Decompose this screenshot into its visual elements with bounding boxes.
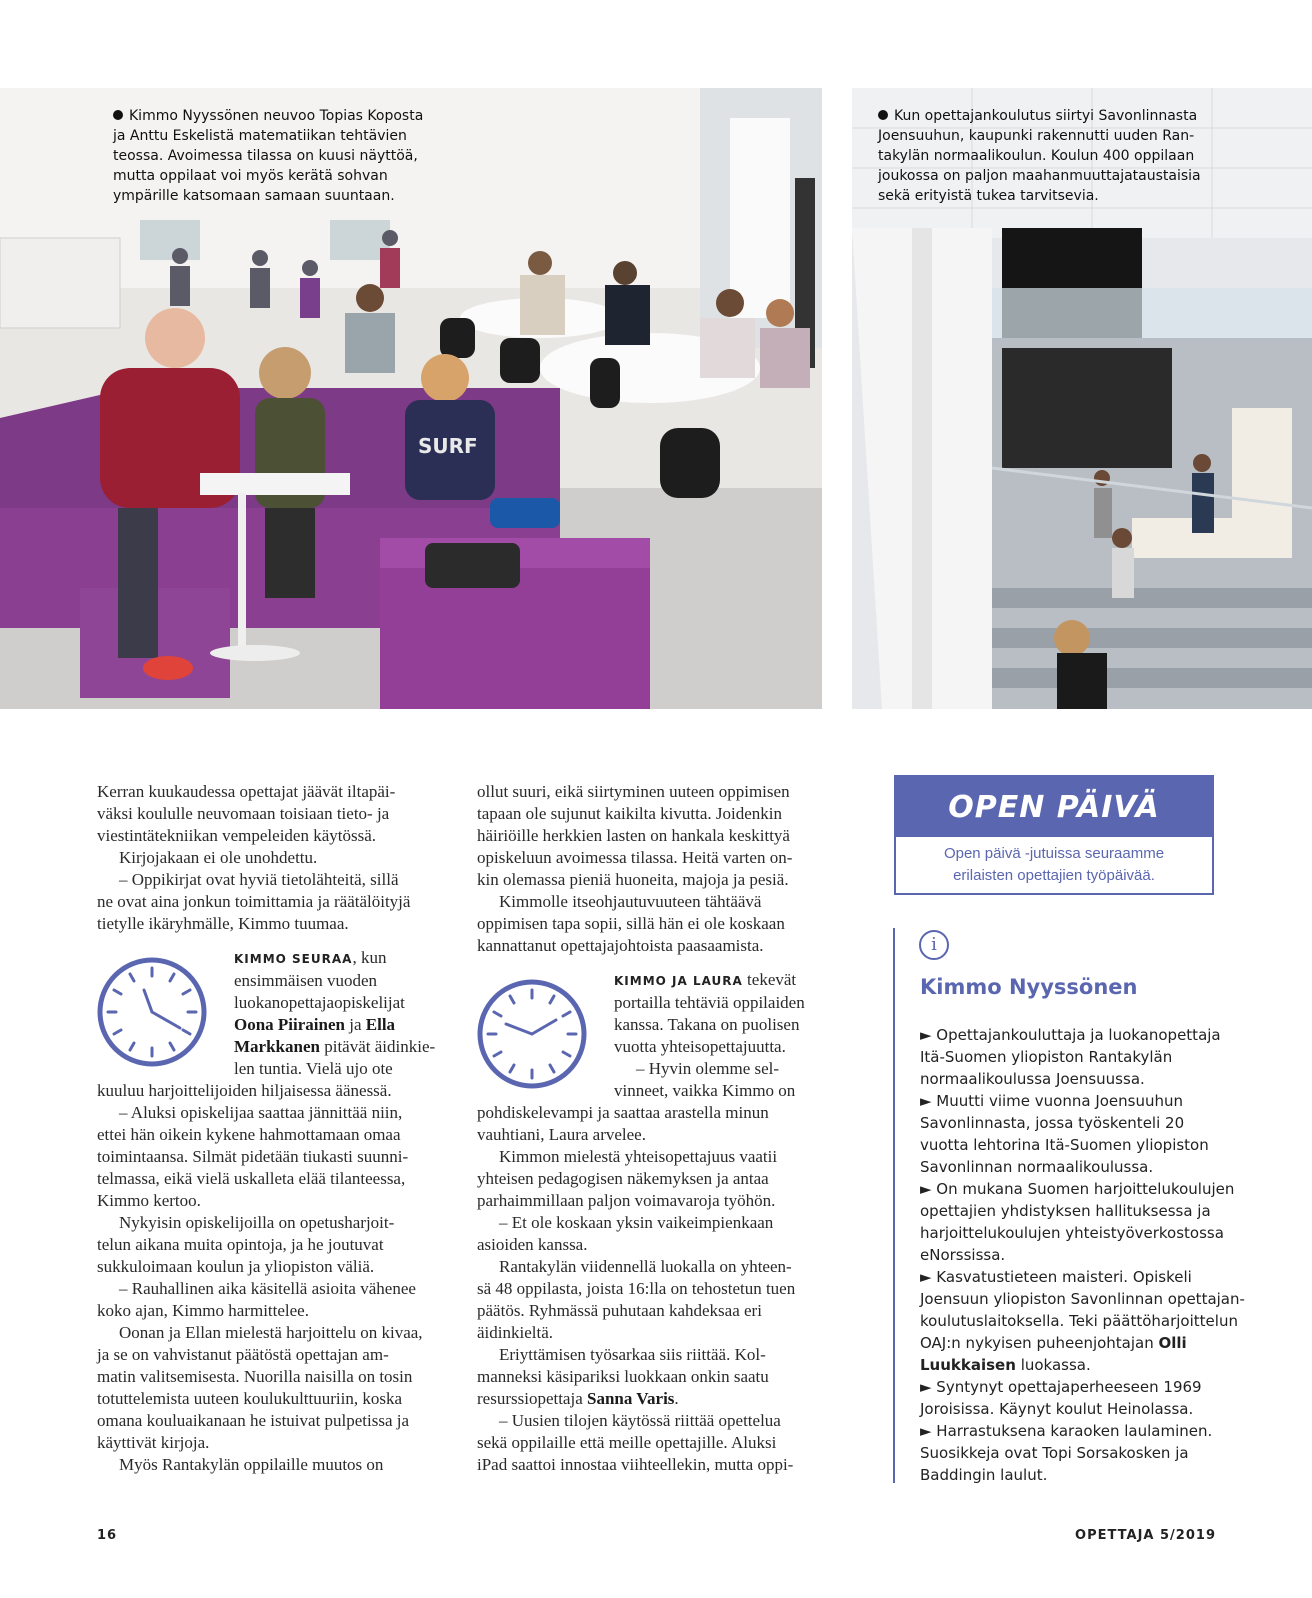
text-line: eNorssissa.	[920, 1246, 1006, 1264]
list-item	[920, 1420, 1260, 1486]
person-name: Markkanen	[234, 1037, 320, 1056]
caption-line: joukossa on paljon maahanmuuttajataustaisia	[878, 168, 1201, 184]
text-line: käyttivät kirjoja.	[97, 1433, 210, 1452]
text-line: ► On mukana Suomen harjoittelukoulujen	[920, 1180, 1235, 1198]
profile-facts	[920, 1024, 1260, 1486]
info-icon: i	[919, 930, 949, 960]
text-line: kanssa. Takana on puolisen	[614, 1015, 800, 1034]
caption-line: ympärille katsomaan samaan suuntaan.	[113, 188, 395, 204]
kimmo-ja-laura-caps: KIMMO JA LAURA	[614, 974, 743, 988]
text-line: Baddingin laulut.	[920, 1466, 1048, 1484]
text-line: OAJ:n nykyisen puheenjohtajan	[920, 1334, 1159, 1352]
text-line: koko ajan, Kimmo harmittelee.	[97, 1301, 309, 1320]
right-photo-caption	[878, 106, 1298, 206]
person-name: Sanna Varis	[587, 1389, 675, 1408]
text-line: – Rauhallinen aika käsitellä asioita vähenee	[119, 1279, 416, 1298]
text-line: opettajien yhdistyksen hallituksessa ja	[920, 1202, 1211, 1220]
text-line: telun aikana muita opintoja, ja he joutuvat	[97, 1235, 384, 1254]
text-line: portailla tehtäviä oppilaiden	[614, 993, 805, 1012]
text-line: Oonan ja Ellan mielestä harjoittelu on kivaa,	[119, 1323, 423, 1342]
text-line: opiskeluun avoimessa tilassa. Heitä varten on-	[477, 848, 793, 867]
article-column-2	[477, 781, 842, 1476]
text-line: päätös. Ryhmässä puhutaan kahdeksaa eri	[477, 1301, 762, 1320]
text-line: Kimmo kertoo.	[97, 1191, 201, 1210]
text-line: Nykyisin opiskelijoilla on opetusharjoit-	[119, 1213, 395, 1232]
person-name: Ella	[365, 1015, 396, 1034]
text-line: vuotta yhteisopettajuutta.	[614, 1037, 786, 1056]
text-line: ne ovat aina jonkun toimittamia ja räätälöityjä	[97, 892, 411, 911]
text-line: Kimmolle itseohjautuvuuteen tähtäävä	[499, 892, 762, 911]
text-line: oppimisen tapa sopii, sillä hän ei ole koskaan	[477, 914, 785, 933]
bullet-dot	[878, 110, 888, 120]
list-item	[920, 1376, 1260, 1420]
text-line: normaalikoulussa Joensuussa.	[920, 1070, 1145, 1088]
text-line: tapaan ole sujunut kaikilta kivutta. Joidenkin	[477, 804, 782, 823]
caption-line: mutta oppilaat voi myös kerätä sohvan	[113, 168, 388, 184]
text-line: sä 48 oppilasta, joista 16:lla on tehostetun tuen	[477, 1279, 796, 1298]
paragraph: Myös Rantakylän oppilaille muutos on	[119, 1455, 384, 1474]
profile-name: Kimmo Nyyssönen	[920, 975, 1138, 999]
text-line: – Hyvin olemme sel-	[636, 1059, 780, 1078]
text-line: sekä oppilaille että meille opettajille. Aluksi	[477, 1433, 777, 1452]
text-line: iPad saattoi innostaa viihteellekin, mutta oppi-	[477, 1455, 794, 1474]
list-item	[920, 1178, 1260, 1266]
text-line: Suosikkeja ovat Topi Sorsakosken ja	[920, 1444, 1189, 1462]
text-line: matin valitsemisesta. Nuorilla naisilla on tosin	[97, 1367, 413, 1386]
text-line: totuttelemista uuteen koulukulttuuriin, koska	[97, 1389, 403, 1408]
clock-icon	[476, 978, 588, 1090]
caption-line: Kimmo Nyyssönen neuvoo Topias Koposta	[129, 108, 424, 124]
caption-line: teossa. Avoimessa tilassa on kuusi näyttöä,	[113, 148, 418, 164]
list-item	[920, 1266, 1260, 1376]
text-line: telmassa, eikä vielä uskalleta elää tilanteessa,	[97, 1169, 406, 1188]
caption-line: ja Anttu Eskelistä matematiikan tehtävien	[113, 128, 407, 144]
text-line: ja se on vahvistanut päätöstä opettajan am-	[97, 1345, 389, 1364]
text-line: len tuntia. Vielä ujo ote	[234, 1059, 393, 1078]
sidebar-divider	[893, 928, 895, 1483]
text-line: – Oppikirjat ovat hyviä tietolähteitä, sillä	[119, 870, 399, 889]
text-line: omana kouluaikanaan he istuivat pulpetissa ja	[97, 1411, 410, 1430]
text-line: Kerran kuukaudessa opettajat jäävät iltapäi-	[97, 782, 396, 801]
text-line: ► Muutti viime vuonna Joensuuhun	[920, 1092, 1183, 1110]
caption-line: takylän normaalikoulun. Koulun 400 oppilaan	[878, 148, 1195, 164]
text-line: ensimmäisen vuoden	[234, 971, 378, 990]
text-line: Rantakylän viidennellä luokalla on yhteen-	[499, 1257, 792, 1276]
text-line: toimintaansa. Silmät pidetään tiukasti suunni-	[97, 1147, 409, 1166]
clock-icon	[96, 956, 208, 1068]
text-line: tekevät	[742, 970, 797, 989]
bullet-dot	[113, 110, 123, 120]
text-line: viestintätekniikan vempeleiden käytössä.	[97, 826, 377, 845]
text-line: ► Harrastuksena karaoken laulaminen.	[920, 1422, 1213, 1440]
text-line: vauhtiani, Laura arvelee.	[477, 1125, 646, 1144]
text-line: erilaisten opettajien työpäivää.	[953, 867, 1155, 884]
text-line: , kun	[352, 948, 387, 967]
kimmo-seuraa-caps: KIMMO SEURAA	[234, 952, 353, 966]
text-line: Joensuun yliopiston Savonlinnan opettajan-	[920, 1290, 1245, 1308]
text-line: Joroisissa. Käynyt koulut Heinolassa.	[920, 1400, 1194, 1418]
text-line: Itä-Suomen yliopiston Rantakylän	[920, 1048, 1173, 1066]
page-number: 16	[97, 1528, 118, 1543]
open-paiva-box	[894, 775, 1214, 895]
text-line: ja	[344, 1015, 366, 1034]
text-line: parhaimmillaan paljon voimavaroja työhön.	[477, 1191, 776, 1210]
text-line: asioiden kanssa.	[477, 1235, 588, 1254]
list-item	[920, 1024, 1260, 1090]
text-line: – Aluksi opiskelijaa saattaa jännittää niin,	[119, 1103, 403, 1122]
text-line: – Uusien tilojen käytössä riittää opettelua	[499, 1411, 781, 1430]
text-line: Open päivä -jutuissa seuraamme	[943, 845, 1165, 862]
text-line: pohdiskelevampi ja saattaa arastella minun	[477, 1103, 769, 1122]
caption-line: sekä erityistä tukea tarvitsevia.	[878, 188, 1099, 204]
svg-text:SURF: SURF	[418, 434, 478, 458]
text-line: tietylle ikäryhmälle, Kimmo tuumaa.	[97, 914, 349, 933]
text-line: harjoittelukoulujen yhteistyöverkostossa	[920, 1224, 1224, 1242]
text-line: ► Kasvatustieteen maisteri. Opiskeli	[920, 1268, 1192, 1286]
caption-line: Joensuuhun, kaupunki rakennutti uuden Ran-	[878, 128, 1195, 144]
text-line: sukkuloimaan koulun ja yliopiston väliä.	[97, 1257, 375, 1276]
text-line: .	[674, 1389, 679, 1408]
text-line: Savonlinnan normaalikoulussa.	[920, 1158, 1154, 1176]
text-line: väksi koululle neuvomaan toisiaan tieto- ja	[97, 804, 390, 823]
text-line: manneksi käsipariksi luokkaan onkin saatu	[477, 1367, 769, 1386]
text-line: Kimmon mielestä yhteisopettajuus vaatii	[499, 1147, 778, 1166]
text-line: ettei hän oikein kykene hahmottamaan omaa	[97, 1125, 401, 1144]
text-line: Savonlinnasta, jossa työskenteli 20	[920, 1114, 1185, 1132]
person-name: Luukkaisen	[920, 1356, 1016, 1374]
text-line: kin olemassa pieniä huoneita, majoja ja pesiä.	[477, 870, 789, 889]
text-line: luokanopettajaopiskelijat	[234, 993, 405, 1012]
text-line: Eriyttämisen työsarkaa siis riittää. Kol-	[499, 1345, 766, 1364]
person-name: Olli	[1158, 1334, 1187, 1352]
text-line: ► Syntynyt opettajaperheeseen 1969	[920, 1378, 1202, 1396]
list-item	[920, 1090, 1260, 1178]
paragraph: Kirjojakaan ei ole unohdettu.	[119, 848, 318, 867]
text-line: resurssiopettaja	[477, 1389, 587, 1408]
text-line: häiriöille herkkien lasten on hankala keskittyä	[477, 826, 790, 845]
text-line: ► Opettajankouluttaja ja luokanopettaja	[920, 1026, 1221, 1044]
open-paiva-subtitle	[896, 837, 1212, 887]
person-name: Oona Piirainen	[234, 1015, 345, 1034]
article-column-1	[97, 781, 457, 1476]
paragraph: kuuluu harjoittelijoiden hiljaisessa äänessä.	[97, 1081, 392, 1100]
text-line: ollut suuri, eikä siirtyminen uuteen oppimisen	[477, 782, 790, 801]
open-paiva-title: OPEN PÄIVÄ	[896, 777, 1212, 837]
text-line: luokassa.	[1015, 1356, 1091, 1374]
text-line: kannattanut opettajajohtoista paasaamista.	[477, 936, 764, 955]
text-line: – Et ole koskaan yksin vaikeimpienkaan	[499, 1213, 774, 1232]
left-photo-caption	[113, 106, 473, 206]
text-line: yhteisen pedagogisen näkemyksen ja antaa	[477, 1169, 769, 1188]
magazine-issue: OPETTAJA 5/2019	[1075, 1528, 1216, 1543]
text-line: pitävät äidinkie-	[319, 1037, 436, 1056]
text-line: koulutuslaitoksella. Teki päättöharjoittelun	[920, 1312, 1238, 1330]
text-line: äidinkieltä.	[477, 1323, 554, 1342]
text-line: vinneet, vaikka Kimmo on	[614, 1081, 796, 1100]
caption-line: Kun opettajankoulutus siirtyi Savonlinnasta	[894, 108, 1198, 124]
text-line: vuotta lehtorina Itä-Suomen yliopiston	[920, 1136, 1209, 1154]
